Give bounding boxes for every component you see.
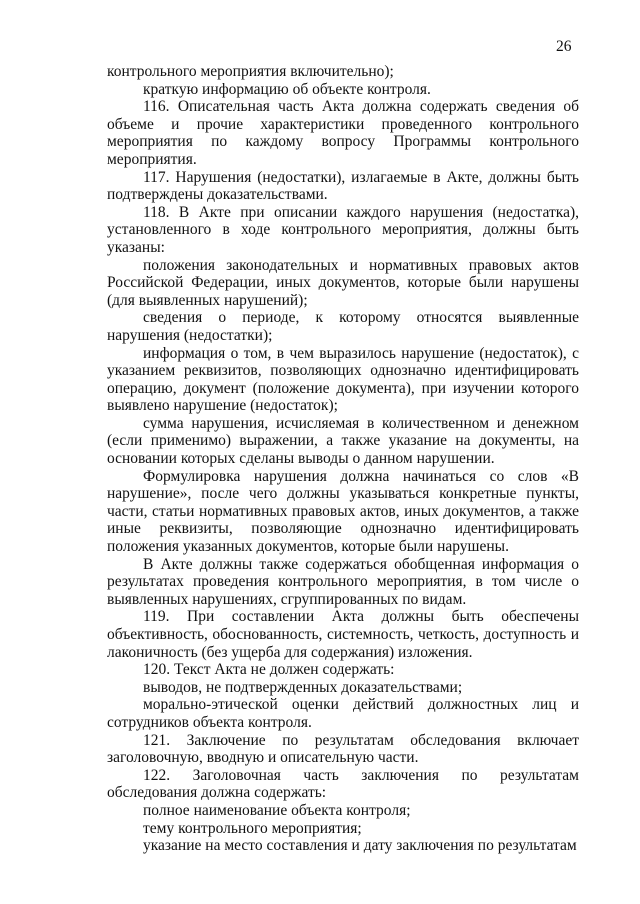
paragraph-121: 121. Заключение по результатам обследования включает заголовочную, вводную и описательную части. (107, 731, 579, 767)
paragraph-summary: В Акте должны также содержаться обобщенная информация о результатах проведения контрольного мероприятия, в том числе о выявленных нарушениях, сгруппированных по видам. (107, 555, 579, 608)
paragraph-wording: Формулировка нарушения должна начинаться со слов «В нарушение», после чего должны указываться конкретные пункты, части, статьи нормативных правовых актов, иных документов, а также иные реквизиты, позволяющие однозначно идентифицировать положения указанных документов, которые были нарушены. (107, 467, 579, 556)
paragraph-120-ethics: морально-этической оценки действий должностных лиц и сотрудников объекта контроля. (107, 696, 579, 731)
paragraph-122-name: полное наименование объекта контроля; (143, 801, 411, 819)
page-number: 26 (556, 38, 572, 55)
document-body (107, 63, 579, 855)
paragraph-118-sum: сумма нарушения, исчисляемая в количественном и денежном (если применимо) выражении, а также указание на документы, на основании которых сделаны выводы о данном нарушении. (107, 414, 579, 468)
paragraph-122-place: указание на место составления и дату заключения по результатам (143, 837, 577, 855)
paragraph-119: 119. При составлении Акта должны быть обеспечены объективность, обоснованность, системность, четкость, доступность и лаконичность (без ущерба для содержания) изложения. (107, 608, 579, 661)
paragraph-122-topic: тему контрольного мероприятия; (143, 819, 362, 837)
paragraph-120: 120. Текст Акта не должен содержать: (143, 661, 395, 679)
paragraph-122: 122. Заголовочная часть заключения по результатам обследования должна содержать: (107, 766, 579, 802)
paragraph-118: 118. В Акте при описании каждого нарушения (недостатка), установленного в ходе контрольного мероприятия, должны быть указаны: (107, 203, 579, 256)
paragraph-120-conclusions: выводов, не подтвержденных доказательствами; (143, 678, 463, 696)
paragraph-118-period: сведения о периоде, к которому относятся выявленные нарушения (недостатки); (107, 309, 579, 344)
paragraph-117: 117. Нарушения (недостатки), излагаемые в Акте, должны быть подтверждены доказательствами. (107, 168, 579, 204)
paragraph-118-info: информация о том, в чем выразилось нарушение (недостаток), с указанием реквизитов, позволяющих однозначно идентифицировать операцию, документ (положение документа), при изучении которого выявлено нарушение (недостаток); (107, 344, 579, 415)
paragraph-116: 116. Описательная часть Акта должна содержать сведения об объеме и прочие характеристики проведенного контрольного мероприятия по каждому вопросу Программы контрольного мероприятия. (107, 98, 579, 168)
paragraph-brief-info: краткую информацию об объекте контроля. (143, 80, 431, 98)
paragraph-118-legal: положения законодательных и нормативных правовых актов Российской Федерации, иных документов, которые были нарушены (для выявленных нарушений); (107, 256, 579, 309)
paragraph-continuation: контрольного мероприятия включительно); (107, 63, 394, 80)
